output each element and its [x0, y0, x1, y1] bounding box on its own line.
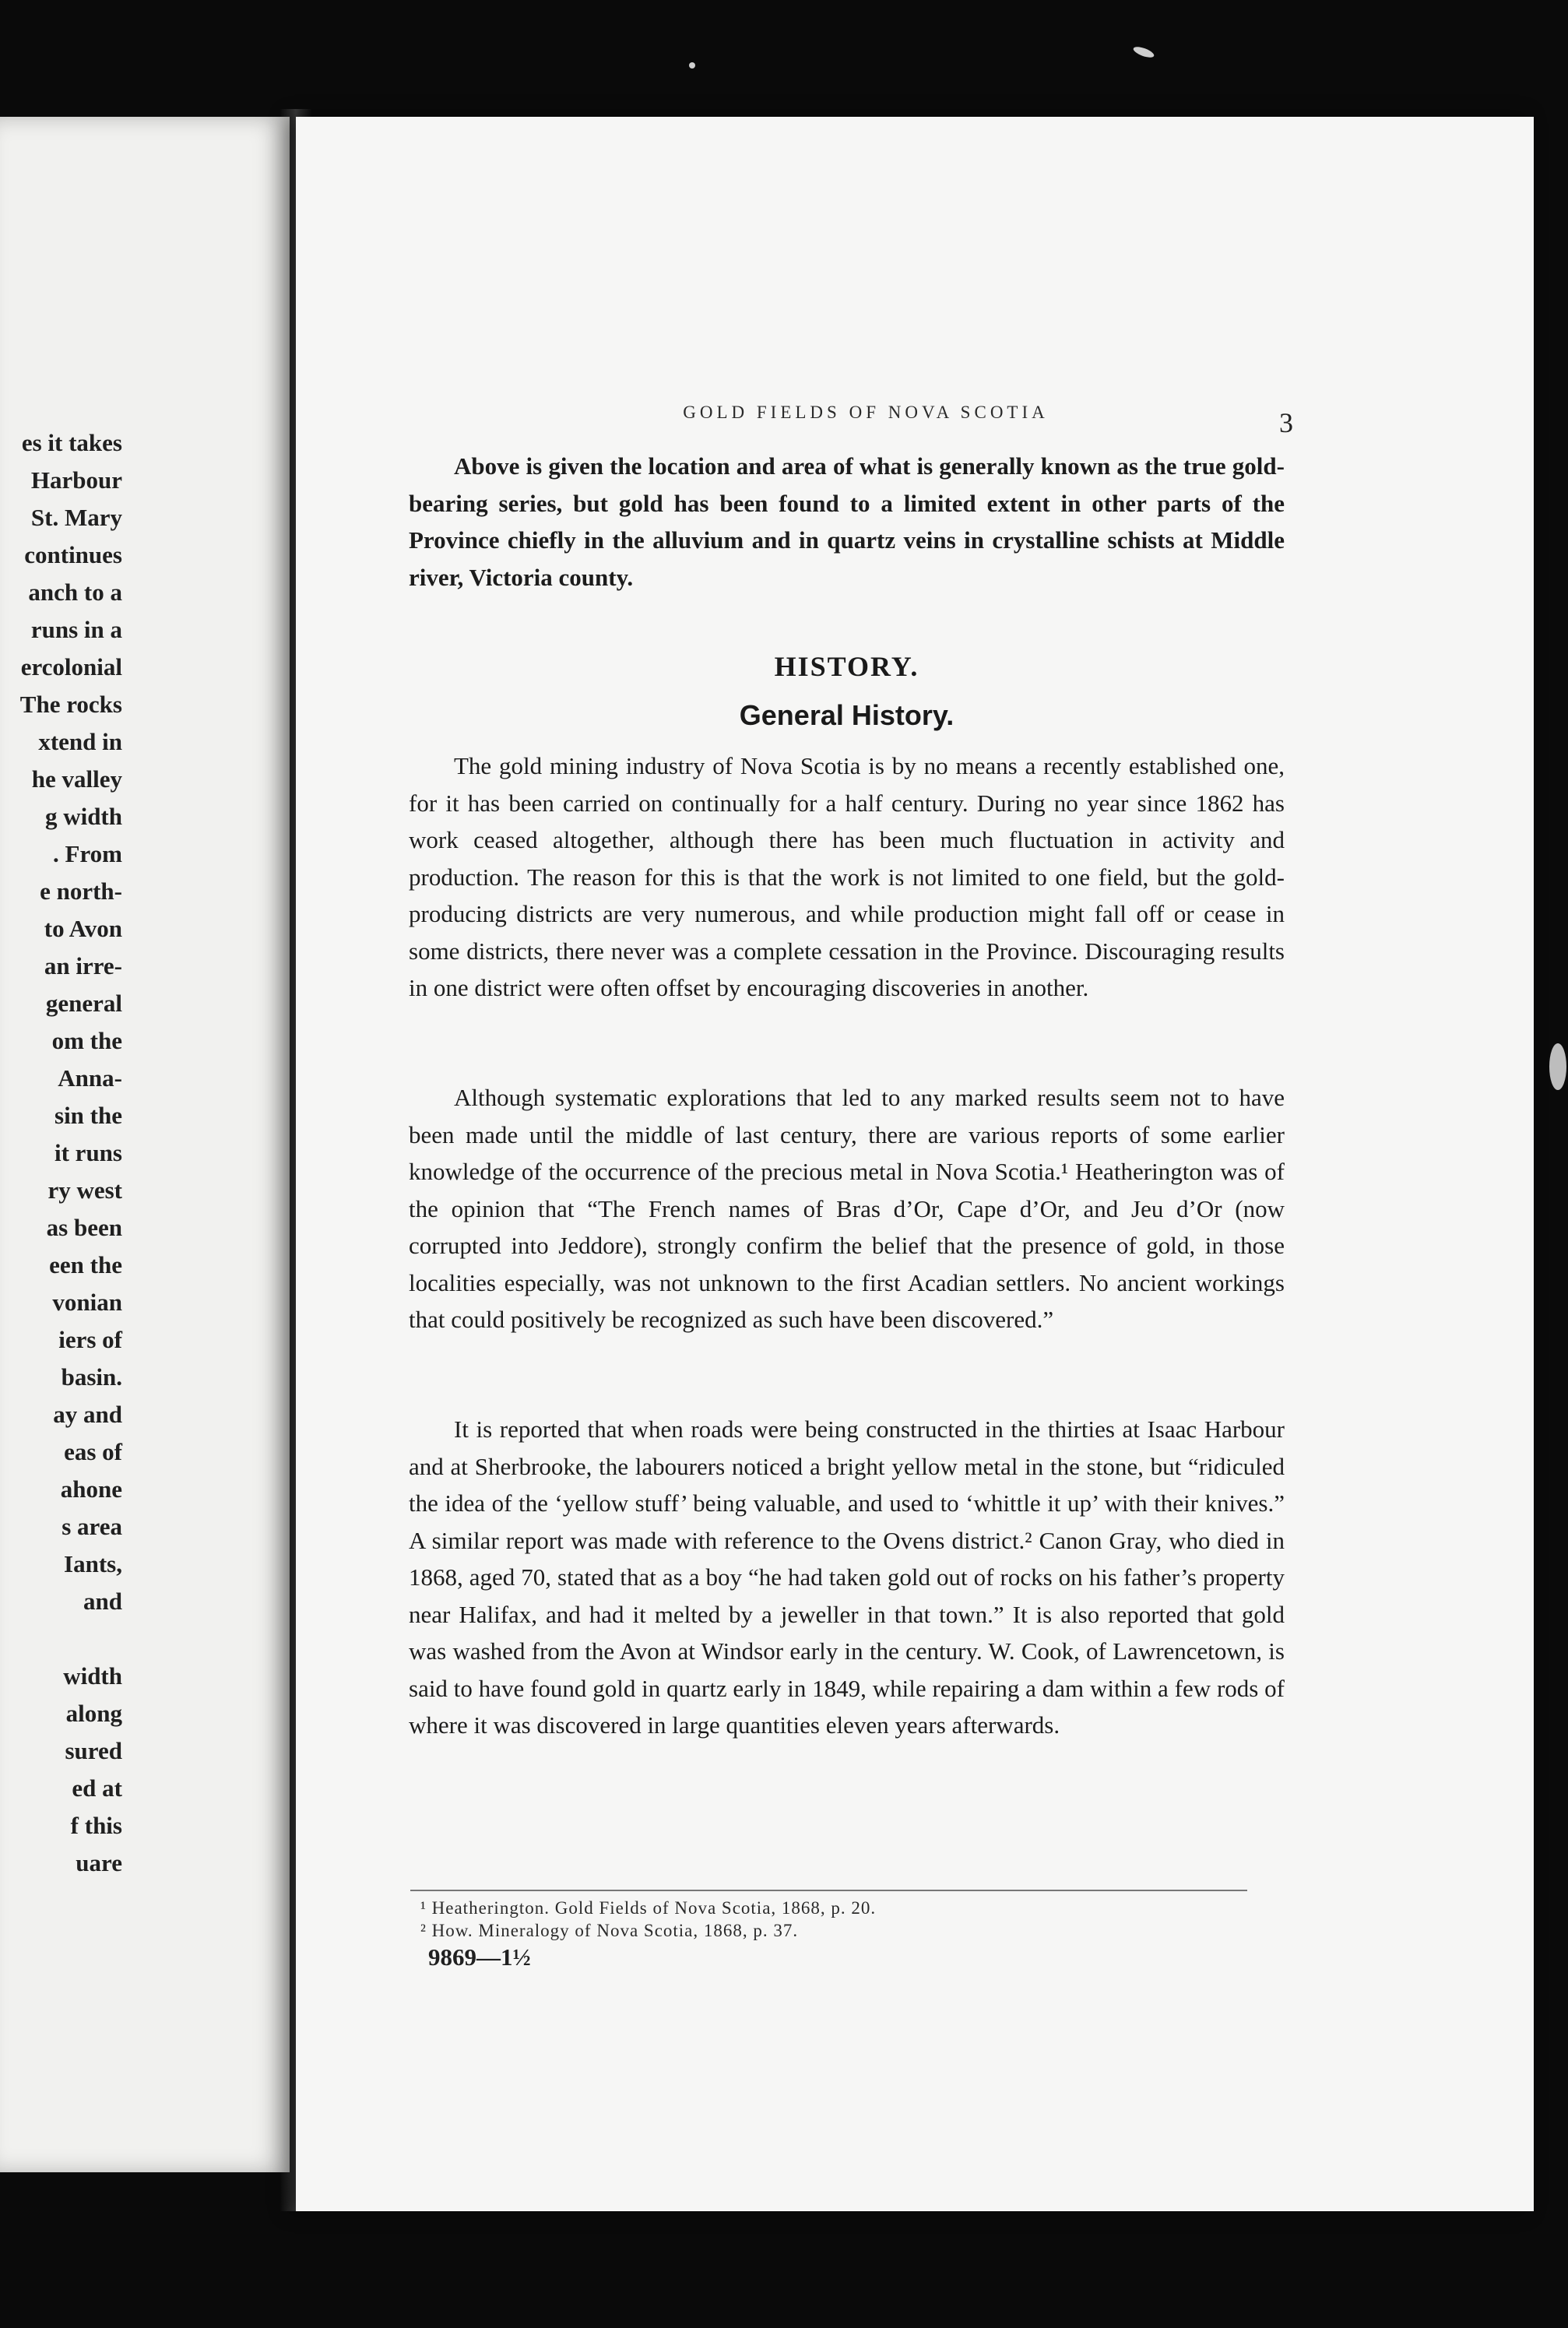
subsection-heading: General History.: [739, 699, 955, 731]
section-heading: HISTORY.: [774, 651, 919, 682]
left-page-line: vonian: [52, 1289, 122, 1316]
left-page-line: sin the: [54, 1102, 122, 1129]
scan-speck: [1549, 1043, 1566, 1090]
left-page-line: and: [83, 1588, 122, 1615]
left-page-line: xtend in: [38, 728, 122, 755]
left-page-line: om the: [51, 1027, 122, 1054]
left-page-line: along: [65, 1700, 122, 1727]
left-page-line: es it takes: [21, 429, 122, 456]
footnote-1: ¹ Heatherington. Gold Fields of Nova Scotia, 1868, p. 20.: [420, 1898, 877, 1918]
left-page-line: an irre-: [44, 952, 122, 979]
left-page-line: general: [45, 990, 122, 1017]
paragraph-early-reports: Although systematic explorations that led to any marked results seem not to have been made until the middle of last century, there are various reports of some earlier knowledge of the occurrence of the precious metal in Nova Scotia.¹ Heatherington was of the opinion that “The French names of Bras d’Or, Cape d’Or, and Jeu d’Or (now corrupted into Jeddore), strongly confirm the belief that the presence of gold, in those localities especially, was not unknown to the first Acadian settlers. No ancient workings that could positively be recognized as such have been discovered.”: [409, 1084, 1285, 1333]
footnote-2: ² How. Mineralogy of Nova Scotia, 1868, p. 37.: [420, 1921, 799, 1940]
footnote-rule: [410, 1890, 1247, 1891]
left-page-line: ahone: [60, 1475, 122, 1503]
left-page-line: ercolonial: [20, 653, 122, 680]
left-page-line: runs in a: [30, 616, 122, 643]
left-page-line: St. Mary: [30, 504, 122, 531]
paragraph-general-history: The gold mining industry of Nova Scotia is by no means a recently established one, for it has been carried on continually for a half century. During no year since 1862 has work ceased altogether, although there has been much fluctuation in activity and production. The reason for this is that the work is not limited to one field, but the gold-producing districts are very numerous, and while production might fall off or cease in some districts, there never was a complete cessation in the Province. Discouraging results in one district were often offset by encouraging discoveries in another.: [409, 752, 1285, 1001]
left-page-line: Anna-: [58, 1064, 122, 1092]
left-page-line: continues: [24, 541, 122, 568]
left-page-line: Harbour: [30, 466, 122, 494]
left-page-line: een the: [49, 1251, 122, 1278]
left-page-line: he valley: [31, 765, 122, 793]
left-page-line: [0, 1620, 122, 1658]
left-page-line: f this: [70, 1812, 122, 1839]
left-page-line: ay and: [53, 1401, 122, 1428]
left-page: [0, 117, 290, 2172]
left-page-line: eas of: [64, 1438, 122, 1465]
paragraph-intro: Above is given the location and area of what is generally known as the true gold-bearing series, but gold has been found to a limited extent in other parts of the Province chiefly in the alluvium and in quartz veins in crystalline schists at Middle river, Victoria county.: [409, 452, 1285, 591]
paragraph-roads-report: It is reported that when roads were being constructed in the thirties at Isaac Harbour and at Sherbrooke, the labourers noticed a bright yellow metal in the stone, but “ridiculed the idea of the ‘yellow stuff’ being valuable, and used to ‘whittle it up’ with their knives.” A similar report was made with reference to the Ovens district.² Canon Gray, who died in 1868, aged 70, stated that as a boy “he had taken gold out of rocks on his father’s property near Halifax, and had it melted by a jeweller in that town.” It is also reported that gold was washed from the Avon at Windsor early in the century. W. Cook, of Lawrencetown, is said to have found gold in quartz early in 1849, while repairing a dam within a few rods of where it was discovered in large quantities eleven years afterwards.: [409, 1415, 1285, 1739]
left-page-line: width: [63, 1662, 122, 1690]
signature-mark: 9869—1½: [428, 1943, 531, 1971]
left-page-line: s area: [62, 1513, 122, 1540]
left-page-line: . From: [53, 840, 122, 867]
left-page-text: [0, 424, 122, 1882]
left-page-line: The rocks: [19, 691, 122, 718]
left-page-line: it runs: [54, 1139, 122, 1166]
left-page-line: e north-: [40, 877, 122, 905]
left-page-line: g width: [44, 803, 122, 830]
scan-speck: [689, 62, 695, 69]
running-head: GOLD FIELDS OF NOVA SCOTIA: [683, 403, 1049, 422]
left-page-line: basin.: [61, 1363, 122, 1391]
left-page-line: uare: [76, 1849, 122, 1876]
left-page-line: anch to a: [28, 578, 122, 606]
footnotes: [420, 1897, 1269, 1942]
scan-speck: [1132, 45, 1155, 60]
left-page-line: iers of: [58, 1326, 122, 1353]
left-page-line: as been: [46, 1214, 122, 1241]
left-page-line: to Avon: [44, 915, 122, 942]
left-page-line: ed at: [72, 1774, 122, 1802]
left-page-line: sured: [65, 1737, 122, 1764]
page-number: 3: [1279, 407, 1293, 438]
left-page-line: Iants,: [64, 1550, 122, 1577]
left-page-line: ry west: [47, 1176, 122, 1204]
